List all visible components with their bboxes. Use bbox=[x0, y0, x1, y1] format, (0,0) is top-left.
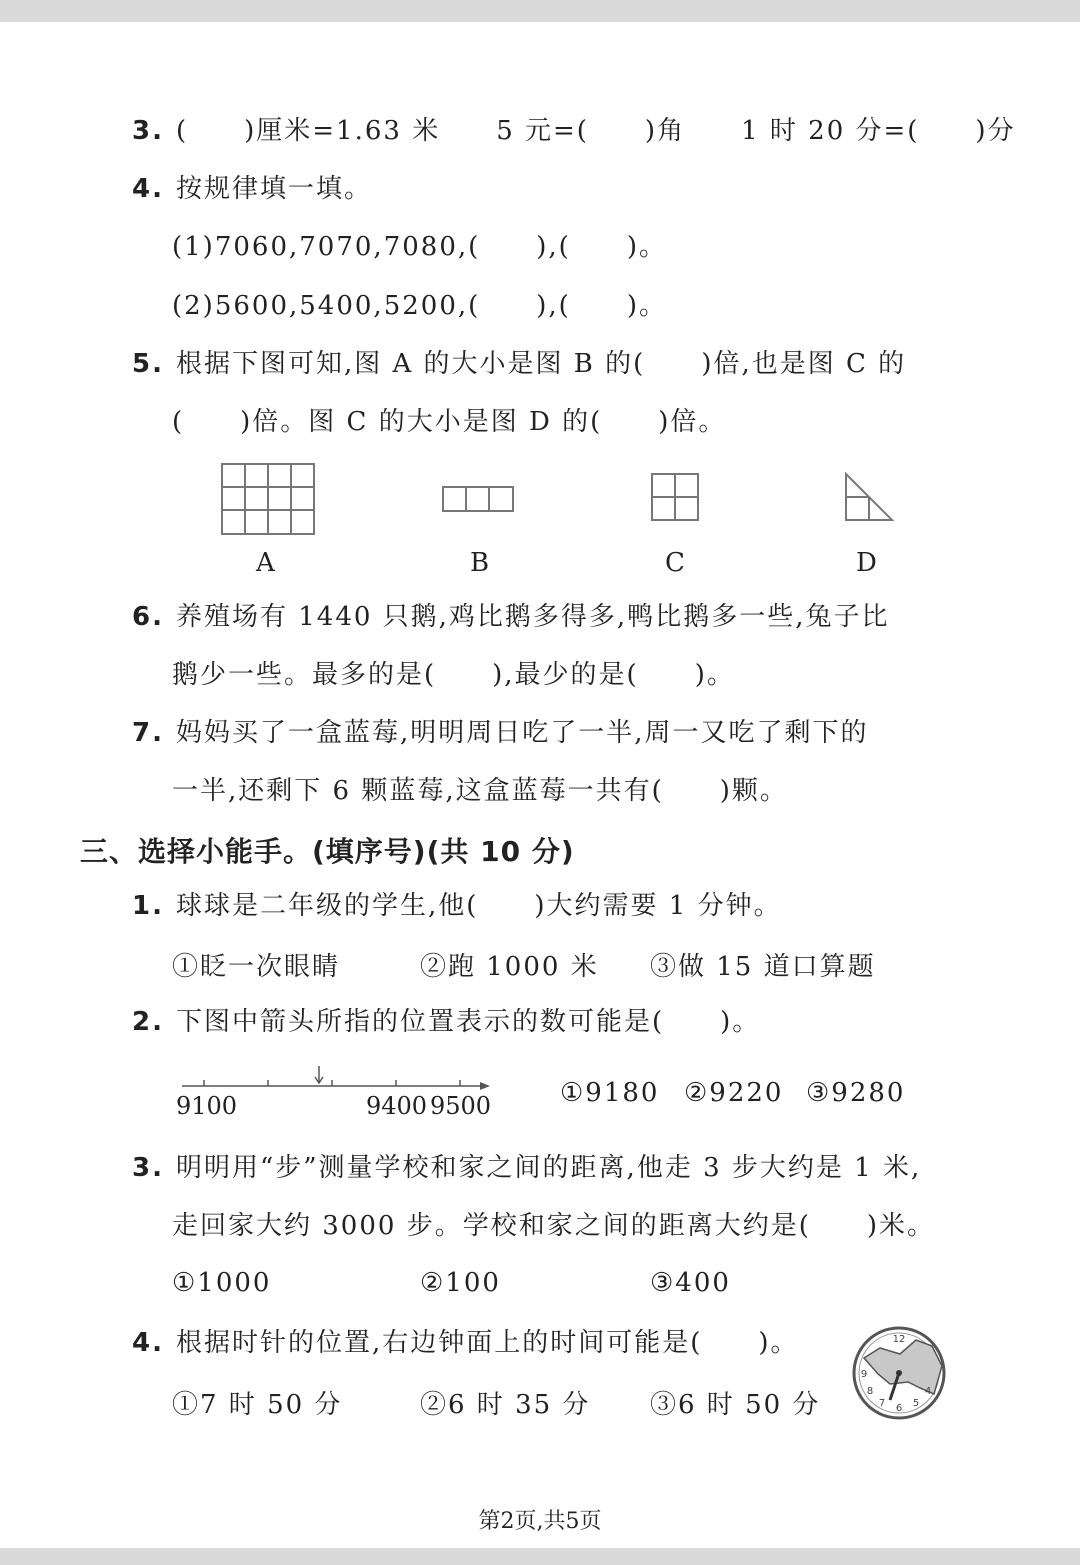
clock-number-7: 7 bbox=[878, 1398, 886, 1409]
question-7-line2: 一半,还剩下 6 颗蓝莓,这盒蓝莓一共有( )颗。 bbox=[172, 776, 788, 806]
clock-face-icon bbox=[850, 1326, 948, 1420]
number-line bbox=[178, 1064, 494, 1094]
axis-label-9400: 9400 bbox=[366, 1092, 428, 1120]
axis-label-9500: 9500 bbox=[430, 1092, 492, 1120]
axis-label-9100: 9100 bbox=[176, 1092, 238, 1120]
choice-3-option-3[interactable]: ③400 bbox=[650, 1268, 731, 1298]
choice-question-1: 1. 球球是二年级的学生,他( )大约需要 1 分钟。 bbox=[132, 891, 782, 921]
choice-3-option-1[interactable]: ①1000 bbox=[172, 1268, 272, 1298]
choice-question-4: 4. 根据时针的位置,右边钟面上的时间可能是( )。 bbox=[132, 1328, 799, 1358]
choice-1-option-2[interactable]: ②跑 1000 米 bbox=[420, 952, 599, 982]
figure-label-a: A bbox=[256, 548, 275, 578]
clock-number-8: 8 bbox=[866, 1386, 874, 1397]
question-4-sub1: (1)7060,7070,7080,( ),( )。 bbox=[172, 232, 667, 262]
question-6-line1: 6. 养殖场有 1440 只鹅,鸡比鹅多得多,鸭比鹅多一些,兔子比 bbox=[132, 602, 890, 632]
figure-label-d: D bbox=[856, 548, 877, 578]
clock-number-6: 6 bbox=[895, 1403, 903, 1414]
question-5-line1: 5. 根据下图可知,图 A 的大小是图 B 的( )倍,也是图 C 的 bbox=[132, 349, 907, 379]
choice-1-option-1[interactable]: ①眨一次眼睛 bbox=[172, 952, 341, 982]
clock-number-4: 4 bbox=[924, 1386, 932, 1397]
figure-label-b: B bbox=[470, 548, 490, 578]
figure-d bbox=[844, 472, 894, 522]
page-footer: 第2页,共5页 bbox=[478, 1509, 602, 1534]
choice-question-3-line1: 3. 明明用“步”测量学校和家之间的距离,他走 3 步大约是 1 米, bbox=[132, 1153, 922, 1183]
top-bar bbox=[0, 0, 1080, 22]
choice-3-option-2[interactable]: ②100 bbox=[420, 1268, 501, 1298]
choice-4-option-1[interactable]: ①7 时 50 分 bbox=[172, 1390, 343, 1420]
figure-label-c: C bbox=[665, 548, 685, 578]
figure-c bbox=[650, 472, 700, 522]
choice-4-option-3[interactable]: ③6 时 50 分 bbox=[650, 1390, 821, 1420]
question-7-line1: 7. 妈妈买了一盒蓝莓,明明周日吃了一半,周一又吃了剩下的 bbox=[132, 718, 869, 748]
question-3: 3. ( )厘米=1.63 米 5 元=( )角 1 时 20 分=( )分 bbox=[132, 116, 1016, 146]
bottom-bar bbox=[0, 1548, 1080, 1565]
figure-a bbox=[220, 462, 316, 536]
question-6-line2: 鹅少一些。最多的是( ),最少的是( )。 bbox=[172, 660, 735, 690]
question-5-line2: ( )倍。图 C 的大小是图 D 的( )倍。 bbox=[172, 407, 727, 437]
figure-b bbox=[441, 485, 515, 513]
choice-2-option-2[interactable]: ②9220 bbox=[684, 1078, 784, 1108]
choice-2-option-1[interactable]: ①9180 bbox=[560, 1078, 660, 1108]
choice-question-3-line2: 走回家大约 3000 步。学校和家之间的距离大约是( )米。 bbox=[172, 1211, 935, 1241]
question-4: 4. 按规律填一填。 bbox=[132, 174, 372, 204]
choice-4-option-2[interactable]: ②6 时 35 分 bbox=[420, 1390, 591, 1420]
question-4-sub2: (2)5600,5400,5200,( ),( )。 bbox=[172, 291, 667, 321]
clock-number-5: 5 bbox=[912, 1398, 920, 1409]
section-title: 三、选择小能手。(填序号)(共 10 分) bbox=[80, 835, 575, 868]
choice-2-option-3[interactable]: ③9280 bbox=[806, 1078, 906, 1108]
clock-number-12: 12 bbox=[892, 1334, 906, 1345]
choice-question-2: 2. 下图中箭头所指的位置表示的数可能是( )。 bbox=[132, 1007, 761, 1037]
choice-1-option-3[interactable]: ③做 15 道口算题 bbox=[650, 952, 876, 982]
clock-number-9: 9 bbox=[860, 1369, 868, 1380]
